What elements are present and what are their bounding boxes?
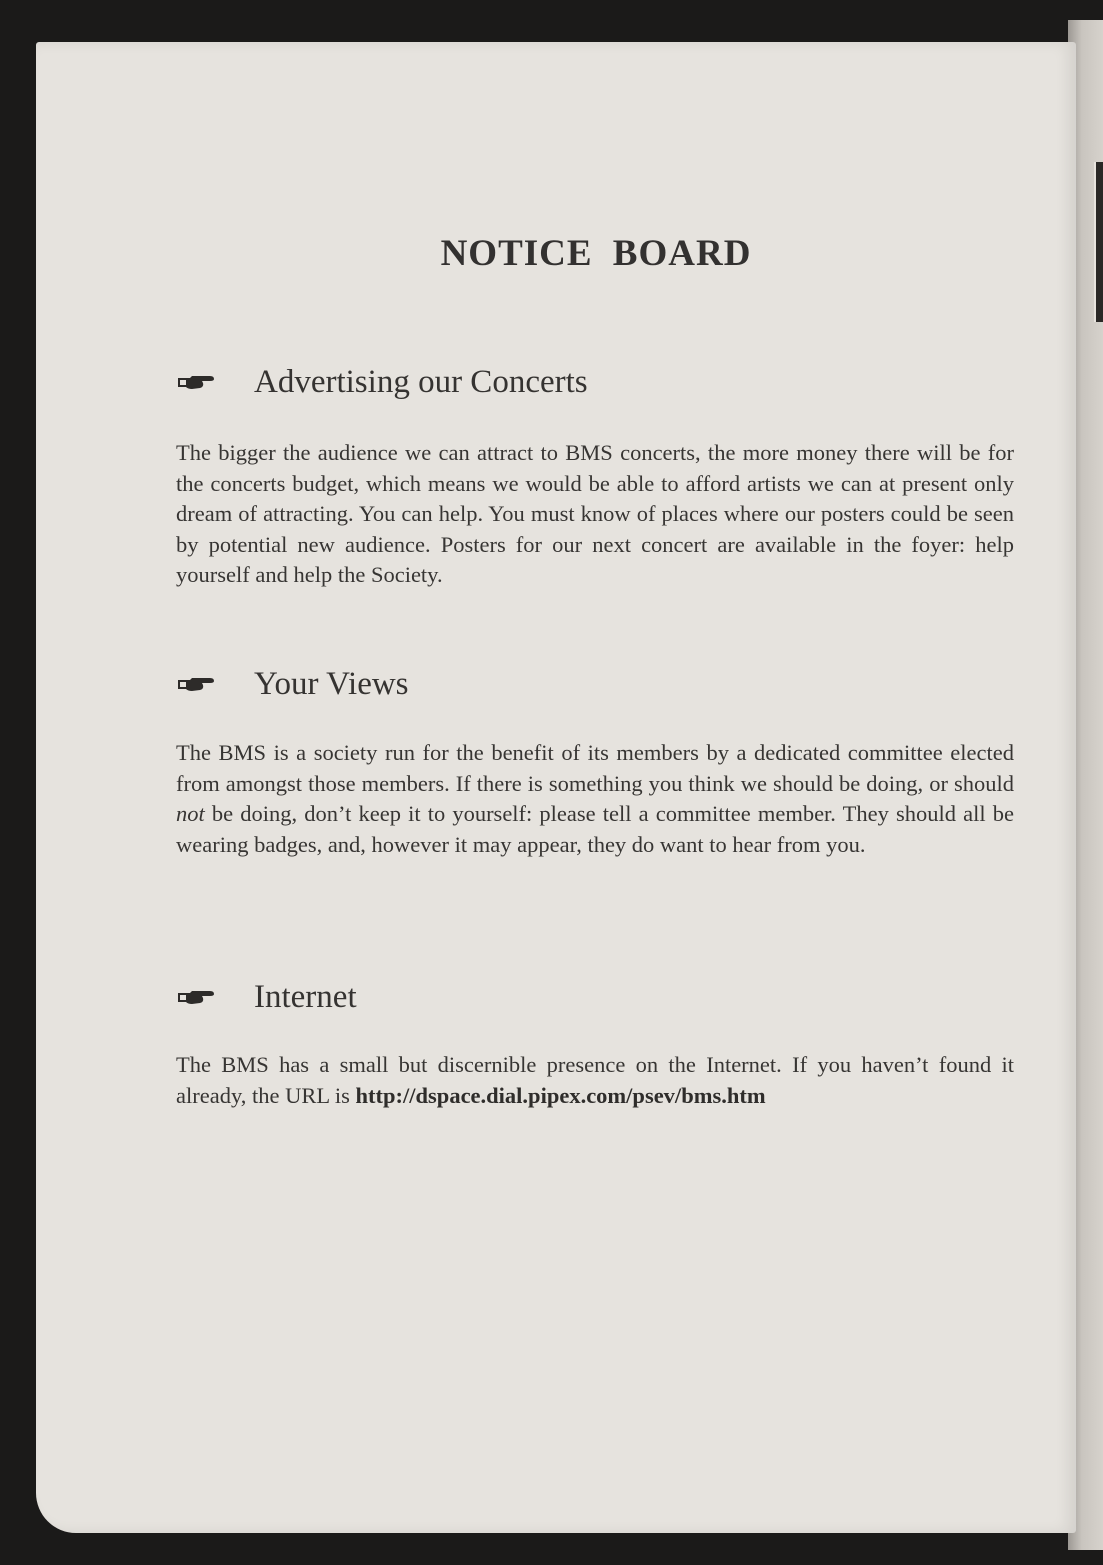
section-body-internet	[176, 1050, 1014, 1111]
body-text: The BMS has a small but discernible presence on the Internet. If you haven’t found it already, the URL is	[176, 1052, 1014, 1108]
section-heading-text: Internet	[254, 979, 357, 1015]
document-page	[36, 42, 1076, 1533]
section-heading-text: Your Views	[254, 666, 409, 702]
body-text-end: be doing, don’t keep it to yourself: please tell a committee member. They should all be wearing badges, and, however it may appear, they do want to hear from you.	[176, 801, 1014, 857]
section-heading-text: Advertising our Concerts	[254, 364, 588, 400]
body-text-start: The BMS is a society run for the benefit of its members by a dedicated committee elected from amongst those members. If there is something you think we should be doing, or should	[176, 740, 1014, 796]
section-heading-internet	[176, 979, 357, 1016]
section-heading-views	[176, 666, 409, 703]
website-url-link[interactable]: http://dspace.dial.pipex.com/psev/bms.htm	[355, 1082, 766, 1108]
pointing-hand-icon	[176, 989, 216, 1007]
section-heading-advertising	[176, 364, 588, 401]
section-body-advertising: The bigger the audience we can attract to BMS concerts, the more money there will be for the concerts budget, which means we would be able to afford artists we can at present only dream of attracting. You can help. You must know of places where our posters could be seen by potential new audience. Posters for our next concert are available in the foyer: help yourself and help the Society.	[176, 440, 1014, 587]
pointing-hand-icon	[176, 676, 216, 694]
emphasis-text: not	[176, 801, 205, 826]
section-body-views	[176, 738, 1014, 860]
pointing-hand-icon	[176, 374, 216, 392]
page-title: NOTICE BOARD	[440, 233, 752, 274]
